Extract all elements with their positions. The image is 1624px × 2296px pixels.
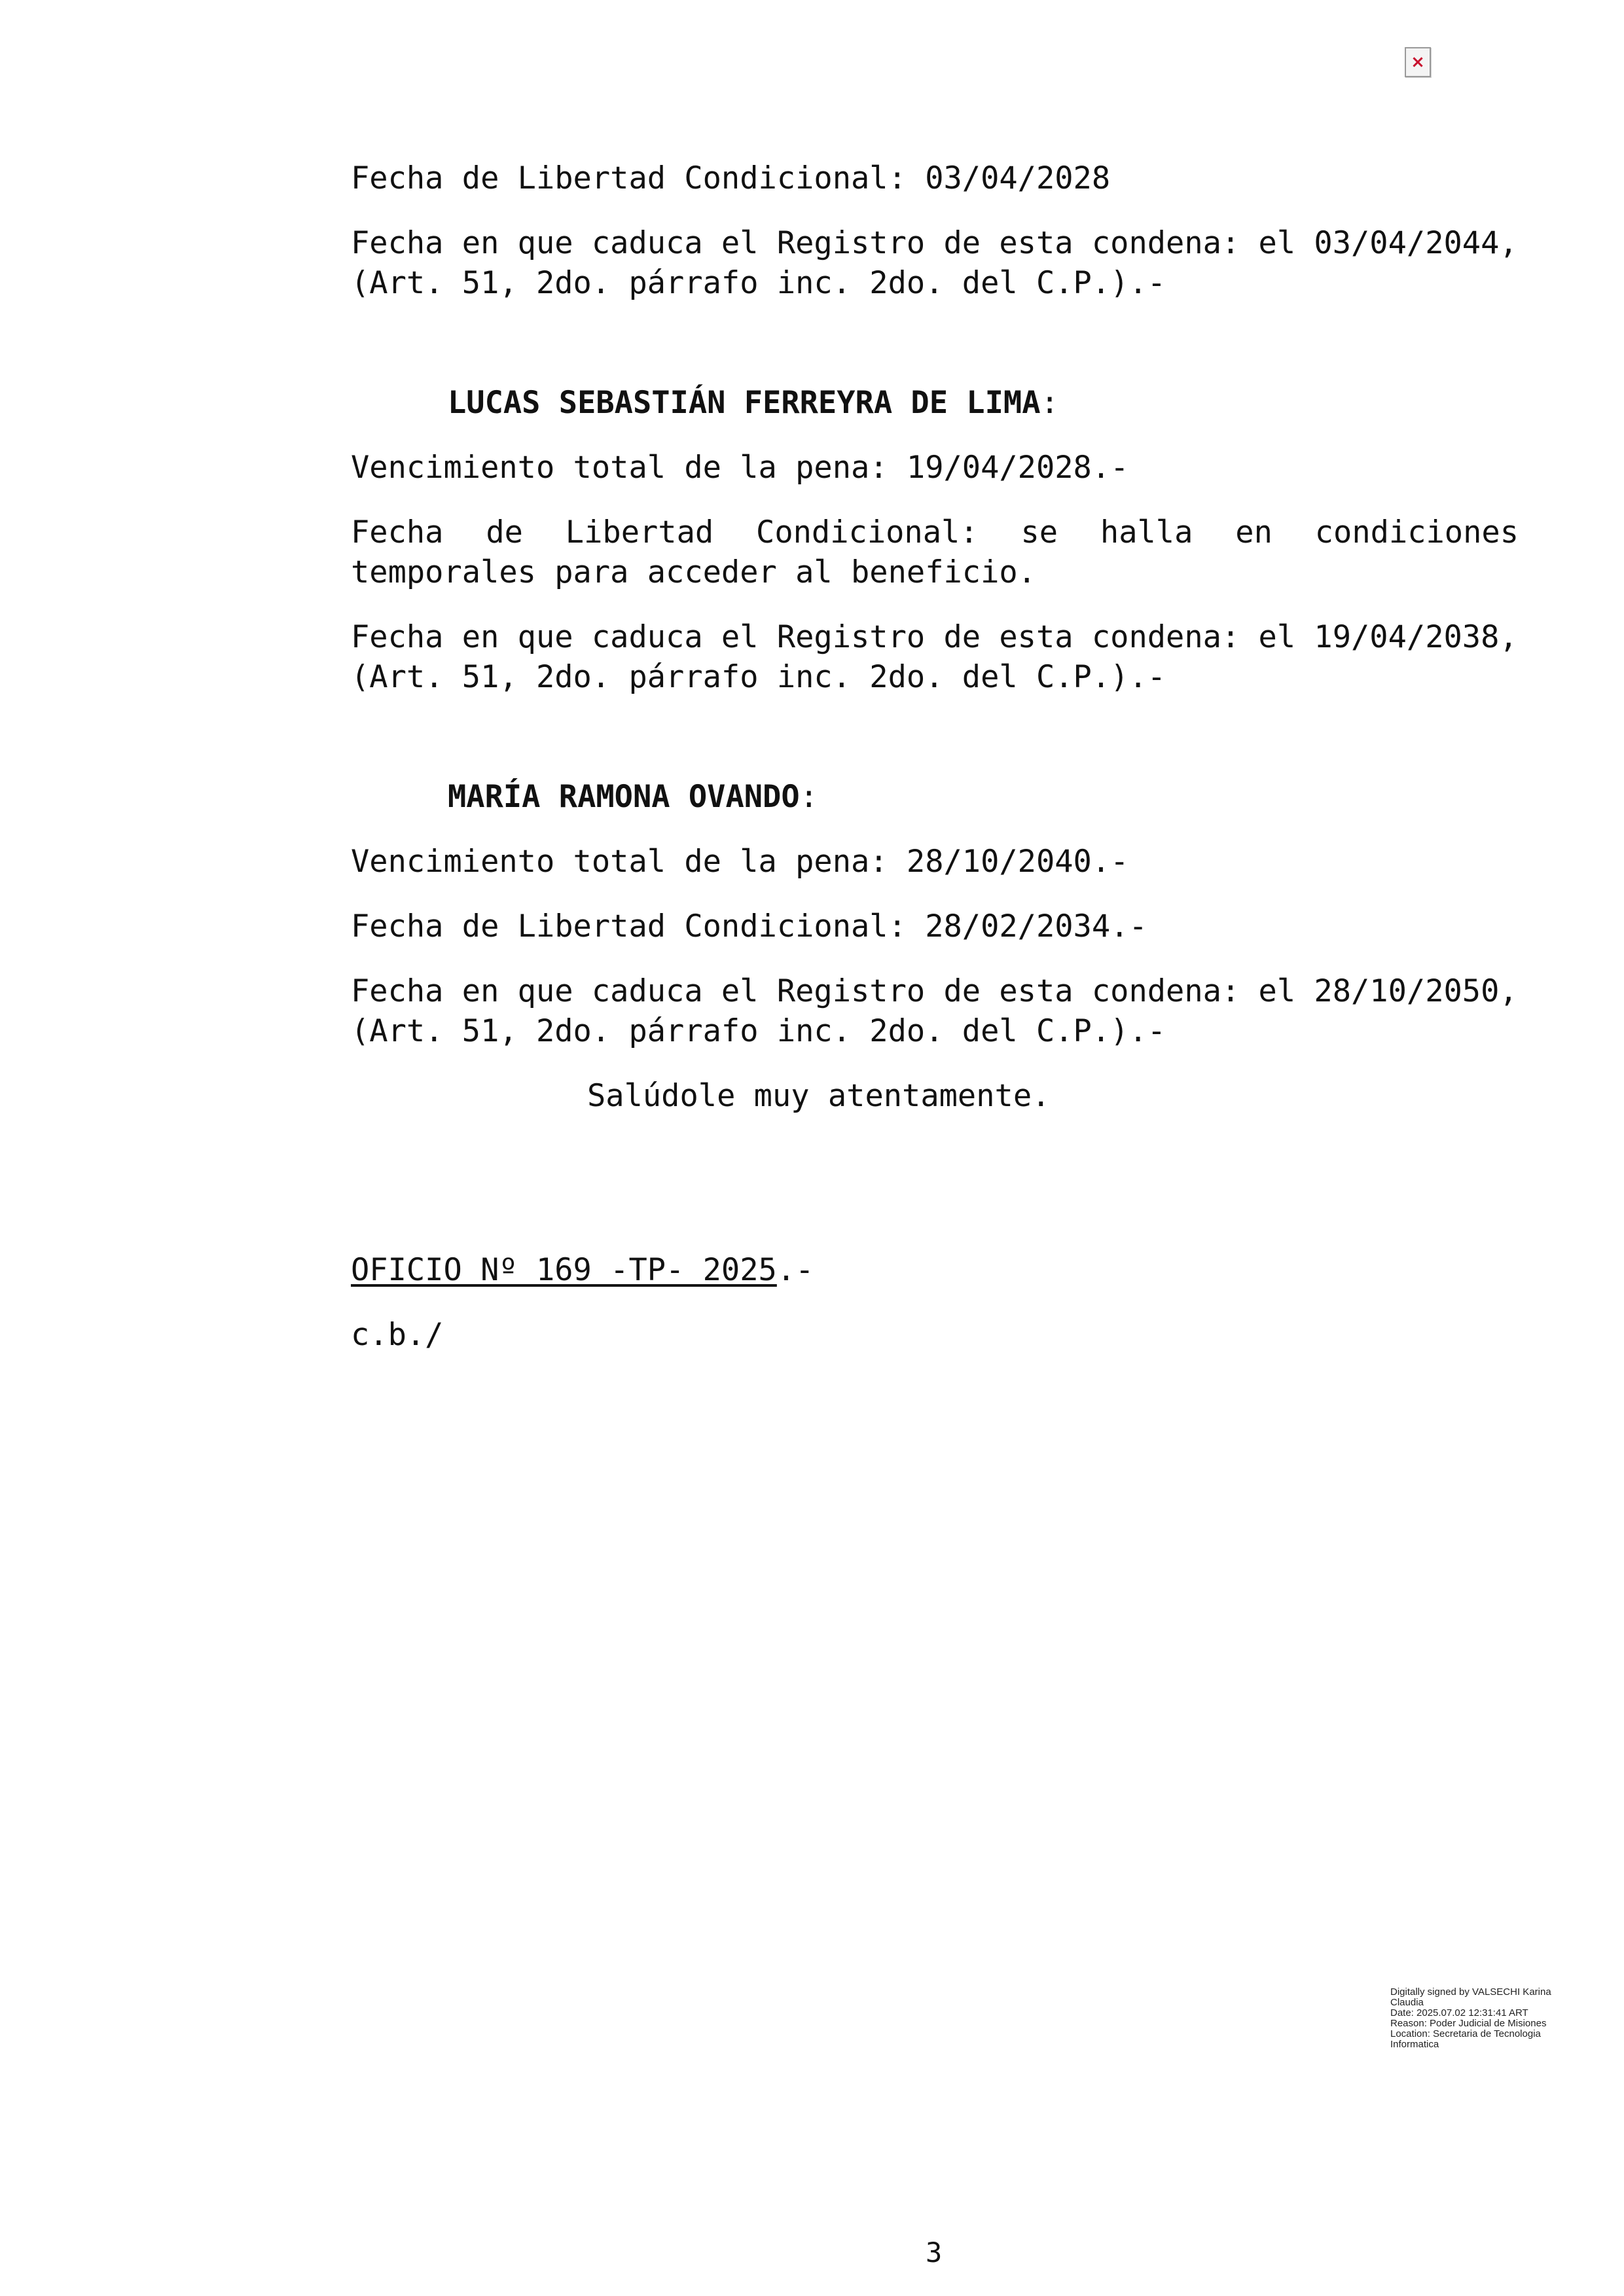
libertad-condicional-first: Fecha de Libertad Condicional: 03/04/2028 bbox=[351, 160, 1111, 196]
oficio-number-suffix: .- bbox=[776, 1252, 814, 1288]
person-name-suffix: : bbox=[799, 779, 818, 815]
registro-caducidad-maria-line2: (Art. 51, 2do. párrafo inc. 2do. del C.P.).- bbox=[351, 1013, 1166, 1049]
signature-line: Informatica bbox=[1390, 2039, 1439, 2050]
oficio-number-underlined: OFICIO Nº 169 -TP- 2025 bbox=[351, 1252, 777, 1288]
signature-line: Digitally signed by VALSECHI Karina bbox=[1390, 1986, 1551, 1998]
registro-caducidad-lucas-line2: (Art. 51, 2do. párrafo inc. 2do. del C.P.).- bbox=[351, 659, 1166, 695]
registro-caducidad-maria-line1: Fecha en que caduca el Registro de esta condena: el 28/10/2050, bbox=[351, 973, 1518, 1009]
person-name-suffix: : bbox=[1040, 385, 1059, 421]
person-heading-lucas bbox=[448, 383, 1059, 423]
libertad-condicional-lucas-line2: temporales para acceder al beneficio. bbox=[351, 554, 1036, 590]
signature-line: Date: 2025.07.02 12:31:41 ART bbox=[1390, 2007, 1528, 2018]
signature-line: Location: Secretaria de Tecnologia bbox=[1390, 2028, 1541, 2039]
signature-line: Claudia bbox=[1390, 1997, 1424, 2008]
registro-caducidad-first-line1: Fecha en que caduca el Registro de esta condena: el 03/04/2044, bbox=[351, 225, 1518, 261]
libertad-condicional-maria: Fecha de Libertad Condicional: 28/02/2034.- bbox=[351, 908, 1147, 944]
broken-image-icon bbox=[1405, 47, 1431, 77]
digital-signature bbox=[1390, 1987, 1587, 2050]
oficio-number bbox=[351, 1250, 814, 1290]
closing-greeting: Salúdole muy atentamente. bbox=[587, 1078, 1051, 1114]
libertad-condicional-lucas bbox=[351, 512, 1519, 592]
registro-caducidad-first-line2: (Art. 51, 2do. párrafo inc. 2do. del C.P.).- bbox=[351, 265, 1166, 301]
broken-image-glyph: × bbox=[1411, 52, 1425, 72]
page-number: 3 bbox=[926, 2236, 943, 2269]
vencimiento-maria: Vencimiento total de la pena: 28/10/2040.- bbox=[351, 844, 1129, 880]
person-name-lucas: LUCAS SEBASTIÁN FERREYRA DE LIMA bbox=[448, 385, 1041, 421]
person-heading-maria bbox=[448, 777, 818, 817]
registro-caducidad-lucas-line1: Fecha en que caduca el Registro de esta condena: el 19/04/2038, bbox=[351, 619, 1518, 655]
libertad-condicional-lucas-line1: Fecha de Libertad Condicional: se halla en condiciones bbox=[351, 514, 1519, 550]
vencimiento-lucas: Vencimiento total de la pena: 19/04/2028.- bbox=[351, 450, 1129, 486]
signature-line: Reason: Poder Judicial de Misiones bbox=[1390, 2018, 1547, 2029]
initials: c.b./ bbox=[351, 1317, 444, 1353]
person-name-maria: MARÍA RAMONA OVANDO bbox=[448, 779, 800, 815]
